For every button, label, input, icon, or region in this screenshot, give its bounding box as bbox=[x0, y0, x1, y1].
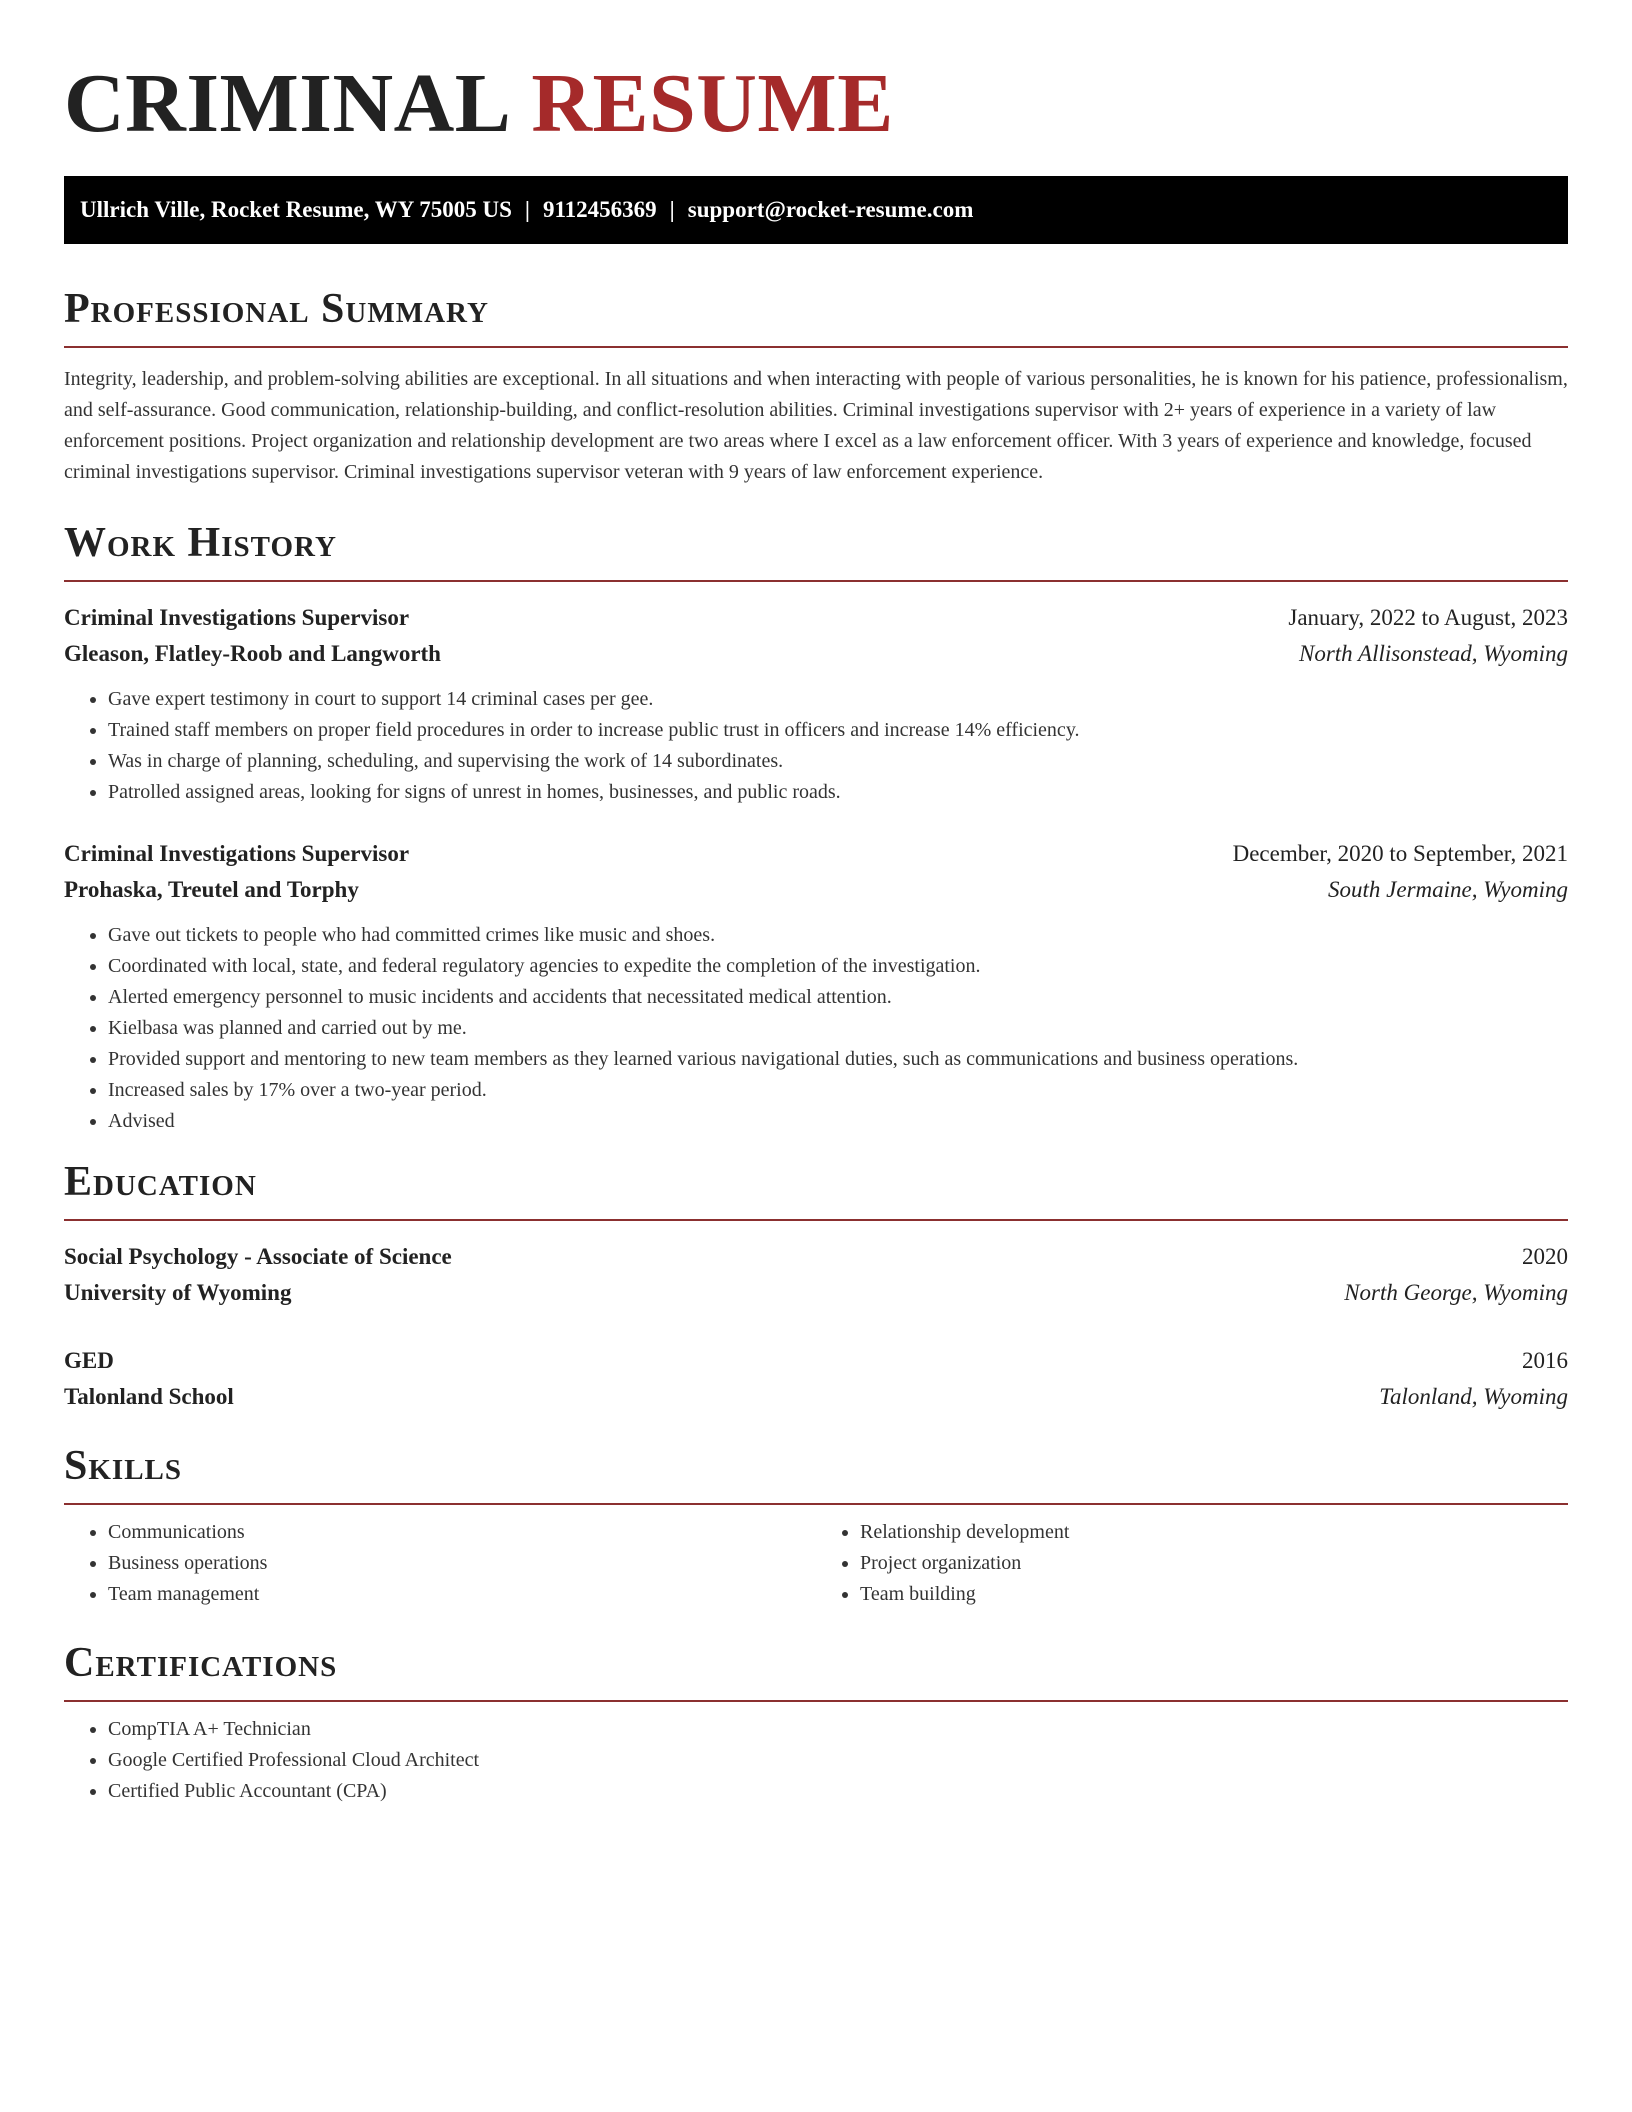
job-duty: • Gave out tickets to people who had committed crimes like music and shoes. bbox=[108, 920, 1568, 951]
education-school: University of Wyoming bbox=[64, 1280, 292, 1305]
job-duty: • Patrolled assigned areas, looking for signs of unrest in homes, businesses, and public roads. bbox=[108, 777, 1568, 808]
job-duties-list bbox=[64, 684, 1568, 808]
section-education bbox=[64, 1157, 1568, 1415]
resume-title bbox=[64, 0, 1568, 152]
job-title: Criminal Investigations Supervisor bbox=[64, 605, 410, 630]
certification-item: • Google Certified Professional Cloud Architect bbox=[108, 1745, 1568, 1776]
certifications-list bbox=[64, 1714, 1568, 1807]
section-professional-summary bbox=[64, 284, 1568, 488]
job-company: Gleason, Flatley-Roob and Langworth bbox=[64, 641, 441, 666]
job-company: Prohaska, Treutel and Torphy bbox=[64, 877, 359, 902]
section-heading: Certifications bbox=[64, 1640, 338, 1686]
contact-bar bbox=[64, 176, 1568, 244]
job-duties-list bbox=[64, 920, 1568, 1137]
education-degree: Social Psychology - Associate of Science bbox=[64, 1244, 452, 1269]
section-skills bbox=[64, 1441, 1568, 1610]
job-duty: • Increased sales by 17% over a two-year period. bbox=[108, 1075, 1568, 1106]
section-divider bbox=[64, 346, 1568, 348]
section-work-history bbox=[64, 518, 1568, 1137]
job-title: Criminal Investigations Supervisor bbox=[64, 841, 410, 866]
job-dates: January, 2022 to August, 2023 bbox=[1288, 605, 1568, 630]
job-duty: • Coordinated with local, state, and federal regulatory agencies to expedite the completion of the investigation. bbox=[108, 951, 1568, 982]
section-heading: Education bbox=[64, 1159, 257, 1205]
section-certifications bbox=[64, 1638, 1568, 1807]
education-year: 2016 bbox=[1522, 1348, 1568, 1373]
section-divider bbox=[64, 1219, 1568, 1221]
skills-grid bbox=[64, 1505, 1568, 1610]
skill-item: • Team building bbox=[860, 1579, 1568, 1610]
job-duty: • Gave expert testimony in court to support 14 criminal cases per gee. bbox=[108, 684, 1568, 715]
section-heading: Skills bbox=[64, 1443, 183, 1489]
contact-email: support@rocket-resume.com bbox=[687, 197, 974, 222]
job-duty: • Was in charge of planning, scheduling, and supervising the work of 14 subordinates. bbox=[108, 746, 1568, 777]
job-entry bbox=[64, 836, 1568, 1137]
section-divider bbox=[64, 580, 1568, 582]
education-entry bbox=[64, 1239, 1568, 1311]
job-location: South Jermaine, Wyoming bbox=[1328, 877, 1568, 902]
section-divider bbox=[64, 1700, 1568, 1702]
education-location: North George, Wyoming bbox=[1344, 1280, 1568, 1305]
job-duty: • Advised bbox=[108, 1106, 1568, 1137]
contact-address: Ullrich Ville, Rocket Resume, WY 75005 US bbox=[80, 197, 512, 222]
section-heading: Work History bbox=[64, 520, 337, 566]
skills-list-left bbox=[64, 1517, 816, 1610]
skill-item: • Project organization bbox=[860, 1548, 1568, 1579]
job-location: North Allisonstead, Wyoming bbox=[1299, 641, 1568, 666]
title-first-word: CRIMINAL bbox=[64, 57, 512, 150]
education-location: Talonland, Wyoming bbox=[1379, 1384, 1568, 1409]
contact-separator: | bbox=[669, 197, 675, 222]
skill-item: • Team management bbox=[108, 1579, 816, 1610]
skill-item: • Business operations bbox=[108, 1548, 816, 1579]
education-year: 2020 bbox=[1522, 1244, 1568, 1269]
job-duty: • Alerted emergency personnel to music incidents and accidents that necessitated medical attention. bbox=[108, 982, 1568, 1013]
skill-item: • Relationship development bbox=[860, 1517, 1568, 1548]
job-duty: • Kielbasa was planned and carried out by me. bbox=[108, 1013, 1568, 1044]
education-entry bbox=[64, 1343, 1568, 1415]
contact-separator: | bbox=[524, 197, 530, 222]
job-dates: December, 2020 to September, 2021 bbox=[1232, 841, 1568, 866]
skill-item: • Communications bbox=[108, 1517, 816, 1548]
skills-list-right bbox=[816, 1517, 1568, 1610]
job-entry bbox=[64, 600, 1568, 808]
title-second-word: RESUME bbox=[531, 57, 894, 150]
job-duty: • Trained staff members on proper field procedures in order to increase public trust in officers and increase 14% efficiency. bbox=[108, 715, 1568, 746]
certification-item: • CompTIA A+ Technician bbox=[108, 1714, 1568, 1745]
contact-phone: 9112456369 bbox=[542, 197, 657, 222]
job-duty: • Provided support and mentoring to new team members as they learned various navigational duties, such as communications and business operations. bbox=[108, 1044, 1568, 1075]
education-school: Talonland School bbox=[64, 1384, 234, 1409]
section-heading: Professional Summary bbox=[64, 286, 489, 332]
summary-text: Integrity, leadership, and problem-solving abilities are exceptional. In all situations and when interacting with people of various personalities, he is known for his patience, professionalism, and self-assurance. Good communication, relationship-building, and conflict-resolution abilities. Criminal investigations supervisor with 2+ years of experience in a variety of law enforcement positions. Project organization and relationship development are two areas where I excel as a law enforcement officer. With 3 years of experience and knowledge, focused criminal investigations supervisor. Criminal investigations supervisor veteran with 9 years of law enforcement experience. bbox=[64, 368, 1568, 483]
education-degree: GED bbox=[64, 1348, 114, 1373]
certification-item: • Certified Public Accountant (CPA) bbox=[108, 1776, 1568, 1807]
